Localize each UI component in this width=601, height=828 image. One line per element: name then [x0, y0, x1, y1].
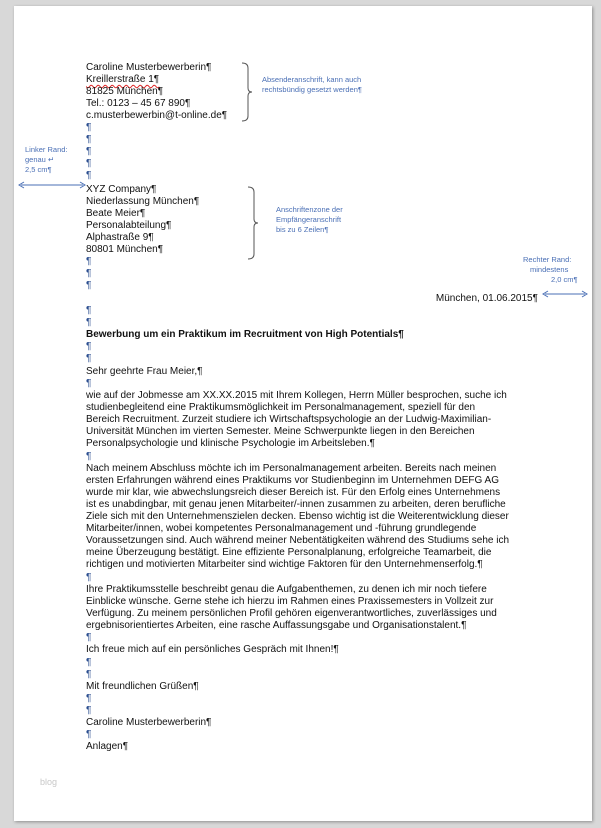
empty-paragraph: ¶ — [86, 170, 92, 181]
empty-paragraph: ¶ — [86, 122, 92, 133]
recipient-bracket — [246, 186, 260, 260]
empty-paragraph: ¶ — [86, 341, 92, 352]
paragraph-1 — [86, 390, 546, 450]
empty-paragraph: ¶ — [86, 669, 92, 680]
signature-name: Caroline Musterbewerberin¶ — [86, 717, 212, 728]
paragraph-line: Personalpsychologie und klinische Psychologie im Arbeitsleben.¶ — [86, 438, 375, 449]
paragraph-line: Ziele sich mit den Unternehmenszielen decken. Ebenso wichtig ist die Weiterentwicklung dieser — [86, 511, 509, 522]
recipient-street: Alphastraße 9¶ — [86, 232, 154, 243]
regards: Mit freundlichen Grüßen¶ — [86, 681, 199, 692]
recipient-note-1: Anschriftenzone der — [276, 205, 343, 214]
empty-paragraph: ¶ — [86, 729, 92, 740]
paragraph-line: wie auf der Jobmesse am XX.XX.2015 mit Ihrem Kollegen, Herrn Müller besprochen, suche ich — [86, 390, 507, 401]
paragraph-line: Einblicke wünsche. Gerne stehe ich hierzu im Rahmen eines Praxissemesters in Vollzeit zur — [86, 596, 494, 607]
empty-paragraph: ¶ — [86, 146, 92, 157]
right-margin-note-2: mindestens — [530, 265, 569, 274]
closing-sentence: Ich freue mich auf ein persönliches Gespräch mit Ihnen!¶ — [86, 644, 339, 655]
sender-email: c.musterbewerbin@t-online.de¶ — [86, 110, 228, 121]
paragraph-line: richtigen und motivierten Mitarbeiter sind wichtige Faktoren für den Unternehmenserfolg.¶ — [86, 559, 483, 570]
empty-paragraph: ¶ — [86, 268, 92, 279]
sender-note-1: Absenderanschrift, kann auch — [262, 75, 362, 84]
sender-city: 81825 München¶ — [86, 86, 164, 97]
empty-paragraph: ¶ — [86, 705, 92, 716]
paragraph-line: wurde mir klar, wie abwechslungsreich dieser Bereich ist. Für den Erfolg eines Unternehmens — [86, 487, 501, 498]
paragraph-line: meine Überzeugung bestätigt. Eine effiziente Personalplanung, erfolgreiche Teamarbeit, die — [86, 547, 492, 558]
empty-paragraph: ¶ — [86, 378, 92, 389]
paragraph-line: ergebnisorientiertes Arbeiten, eine rasche Auffassungsgabe und Organisationstalent.¶ — [86, 620, 467, 631]
empty-paragraph: ¶ — [86, 632, 92, 643]
right-margin-note-3: 2,0 cm¶ — [551, 275, 578, 284]
empty-paragraph: ¶ — [86, 256, 92, 267]
paragraph-line: Ihre Praktikumsstelle beschreibt genau die Aufgabenthemen, zu denen ich mir noch tiefere — [86, 584, 487, 595]
sender-phone: Tel.: 0123 – 45 67 890¶ — [86, 98, 191, 109]
recipient-city: 80801 München¶ — [86, 244, 164, 255]
recipient-person: Beate Meier¶ — [86, 208, 146, 219]
empty-paragraph: ¶ — [86, 572, 92, 583]
empty-paragraph: ¶ — [86, 305, 92, 316]
recipient-branch: Niederlassung München¶ — [86, 196, 200, 207]
empty-paragraph: ¶ — [86, 353, 92, 364]
right-margin-arrow — [542, 289, 588, 299]
attachments: Anlagen¶ — [86, 741, 129, 752]
subject-line: Bewerbung um ein Praktikum im Recruitment von High Potentials¶ — [86, 329, 404, 340]
salutation: Sehr geehrte Frau Meier,¶ — [86, 366, 203, 377]
sender-street-text: Kreillerstraße 1¶ — [86, 74, 160, 85]
empty-paragraph: ¶ — [86, 693, 92, 704]
sender-bracket — [240, 62, 254, 122]
paragraph-line: Nach meinem Abschluss möchte ich im Personalmanagement arbeiten. Bereits nach meinen — [86, 463, 497, 474]
left-margin-note-3: 2,5 cm¶ — [25, 165, 52, 174]
empty-paragraph: ¶ — [86, 158, 92, 169]
empty-paragraph: ¶ — [86, 657, 92, 668]
paragraph-line: studienbegleitend eine Praktikumsmöglichkeit im Personalmanagement, speziell für den — [86, 402, 476, 413]
sender-note-2: rechtsbündig gesetzt werden¶ — [262, 85, 362, 94]
paragraph-line: Mitarbeiter/innen, wobei kompetentes Personalmanagement und -führung grundlegende — [86, 523, 477, 534]
paragraph-line: Universität München im vierten Semester. Meine Schwerpunkte liegen in den Bereichen — [86, 426, 475, 437]
recipient-note-3: bis zu 6 Zeilen¶ — [276, 225, 329, 234]
left-margin-note-1: Linker Rand: — [25, 145, 68, 154]
left-margin-arrow — [18, 180, 86, 190]
paragraph-line: ersten Erfahrungen während eines Praktikums vor Studienbeginn im Unternehmen DEFG AG — [86, 475, 499, 486]
empty-paragraph: ¶ — [86, 280, 92, 291]
paragraph-line: Bereich Recruitment. Zurzeit studiere ich Wirtschaftspsychologie an der Ludwig-Maximilian- — [86, 414, 492, 425]
empty-paragraph: ¶ — [86, 134, 92, 145]
right-margin-note-1: Rechter Rand: — [523, 255, 572, 264]
recipient-note-2: Empfängeranschrift — [276, 215, 342, 224]
paragraph-line: ist es unabdingbar, mit genau jenen Mitarbeiter/-innen zusammen zu arbeiten, deren berufliche — [86, 499, 506, 510]
paragraph-2 — [86, 463, 546, 571]
paragraph-line: Voraussetzungen sind. Auch während meiner Nebentätigkeiten während des Studiums sehe ich — [86, 535, 510, 546]
watermark: blog — [40, 777, 58, 787]
paragraph-line: Verfügung. Zu meinem persönlichen Profil gehören eigenverantwortliches, zuverlässiges und — [86, 608, 497, 619]
empty-paragraph: ¶ — [86, 451, 92, 462]
recipient-company: XYZ Company¶ — [86, 184, 157, 195]
date-line: München, 01.06.2015¶ — [435, 293, 538, 304]
recipient-department: Personalabteilung¶ — [86, 220, 172, 231]
left-margin-note-2: genau ↵ — [25, 155, 55, 164]
empty-paragraph: ¶ — [86, 317, 92, 328]
paragraph-3 — [86, 584, 546, 632]
sender-name: Caroline Musterbewerberin¶ — [86, 62, 212, 73]
sender-street — [86, 74, 159, 86]
